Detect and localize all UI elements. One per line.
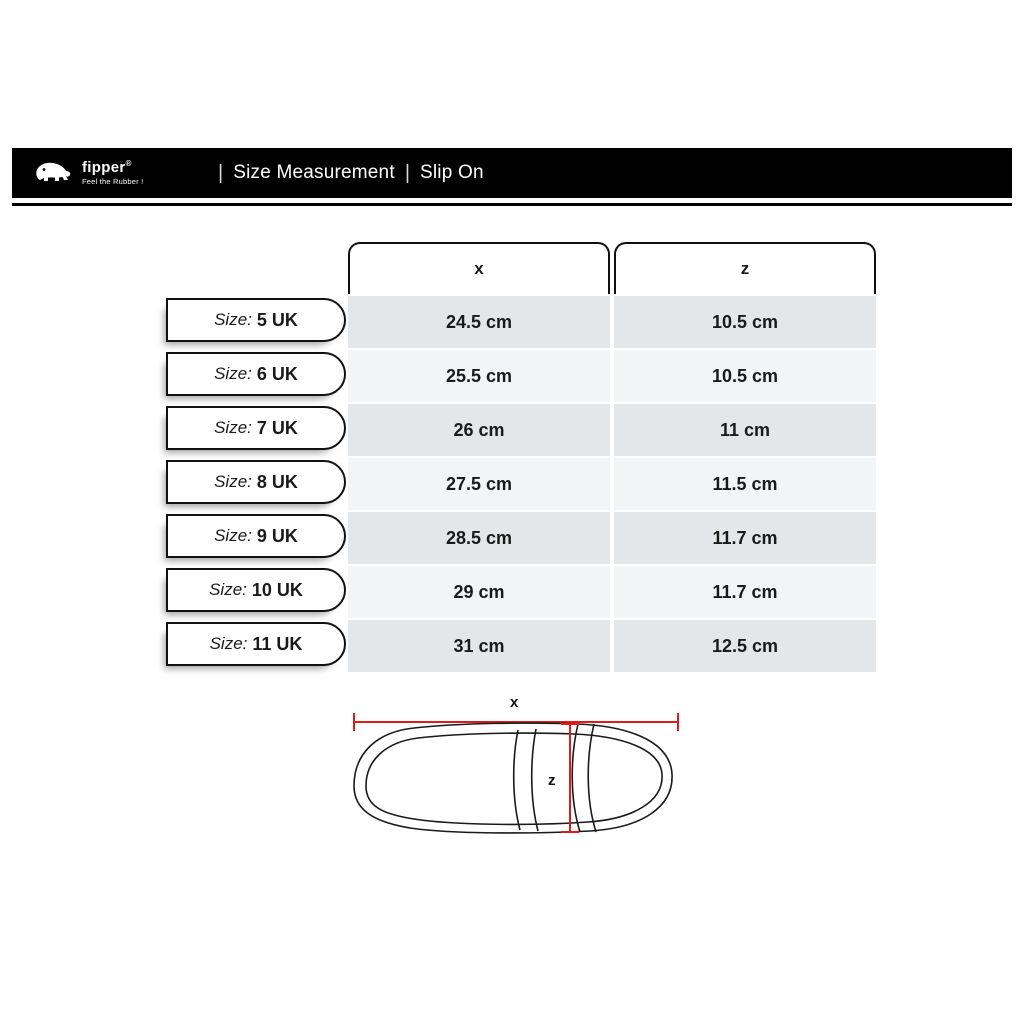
sandal-outline [354,723,672,833]
table-row [160,296,876,348]
header [12,148,1012,206]
size-cell [160,512,346,564]
header-subtitle: Slip On [420,162,484,183]
value-z: 11.7 cm [614,512,876,564]
table-row [160,458,876,510]
value-z: 10.5 cm [614,350,876,402]
table-row [160,512,876,564]
size-cell [160,404,346,456]
brand-registered-mark: ® [125,159,132,169]
value-x: 28.5 cm [348,512,610,564]
brand-tagline: Feel the Rubber ! [82,177,144,187]
table-row [160,404,876,456]
size-value: 8 UK [256,471,298,492]
header-title: Size Measurement [233,162,395,183]
value-x: 25.5 cm [348,350,610,402]
size-label: Size: [214,310,252,329]
size-badge [166,298,346,342]
size-label: Size: [214,364,252,383]
table-row [160,350,876,402]
size-badge [166,514,346,558]
x-dimension-line [354,713,678,731]
size-value: 6 UK [256,363,298,384]
header-separator-1: | [218,161,224,184]
size-badge [166,568,346,612]
value-x: 27.5 cm [348,458,610,510]
header-separator-2: | [404,161,411,184]
header-underline [12,203,1012,206]
size-cell [160,620,346,672]
size-table [160,242,876,672]
size-cell [160,296,346,348]
size-value: 5 UK [256,309,298,330]
size-label: Size: [209,580,247,599]
size-badge [166,460,346,504]
value-x: 29 cm [348,566,610,618]
table-row [160,620,876,672]
value-x: 26 cm [348,404,610,456]
size-value: 7 UK [256,417,298,438]
size-label: Size: [214,418,252,437]
brand-name: fipper [82,159,126,177]
value-z: 12.5 cm [614,620,876,672]
size-badge [166,352,346,396]
sandal-measurement-diagram [340,682,700,862]
z-label: z [548,772,556,789]
column-header-x: x [348,242,610,294]
table-header-row [348,242,876,294]
table-row [160,566,876,618]
value-x: 31 cm [348,620,610,672]
value-z: 11 cm [614,404,876,456]
column-header-z: z [614,242,876,294]
value-x: 24.5 cm [348,296,610,348]
x-label: x [510,694,519,711]
size-cell [160,566,346,618]
header-bar [12,148,1012,198]
size-cell [160,458,346,510]
size-value: 11 UK [252,633,303,654]
size-value: 9 UK [256,525,298,546]
size-label: Size: [214,472,252,491]
size-label: Size: [209,634,248,653]
elephant-icon [34,160,74,186]
size-cell [160,350,346,402]
value-z: 10.5 cm [614,296,876,348]
brand-wordmark [82,160,143,186]
value-z: 11.7 cm [614,566,876,618]
value-z: 11.5 cm [614,458,876,510]
brand-logo [34,160,184,186]
size-badge [166,406,346,450]
size-label: Size: [214,526,252,545]
size-value: 10 UK [251,579,303,600]
size-badge [166,622,346,666]
